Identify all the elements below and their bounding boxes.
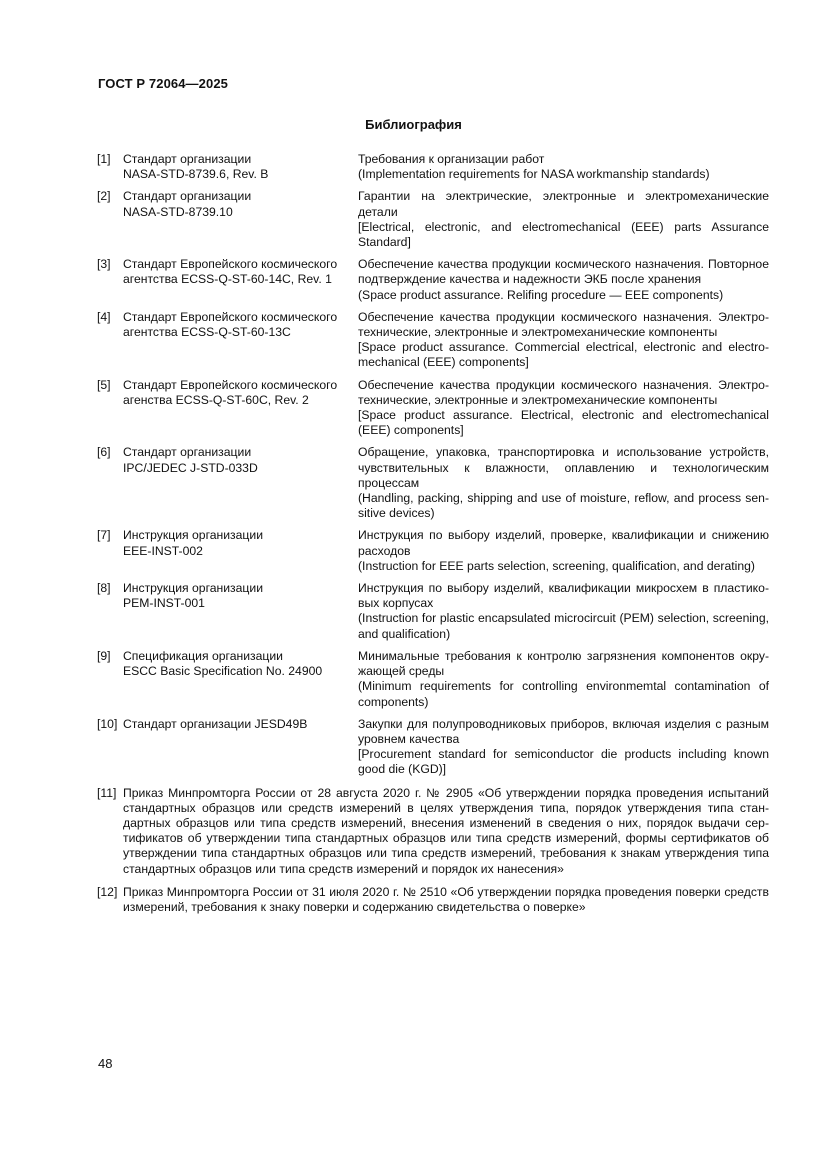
entry-title-en: (Implementation requirements for NASA workmanship standards) [358, 167, 710, 182]
entry-title-en: [Space product assurance. Commercial electrical, electronic and electromechanical (EEE) components] [358, 340, 769, 370]
entry-title-ru: Обеспечение качества продукции космического назначения. Электротехнические, электронные и электромеханические компоненты [358, 309, 769, 340]
entry-title-ru: Гарантии на электрические, электронные и электромеханические детали [358, 189, 769, 219]
entry-title-ru: Минимальные требования к контролю загрязнения компонентов окружающей среды [358, 648, 769, 679]
entry-title-ru: Инструкция по выбору изделий, квалификации микросхем в пластиковых корпусах [358, 581, 769, 611]
page-number: 48 [98, 1056, 113, 1071]
bibliography-entry [97, 717, 769, 778]
entry-description [358, 649, 769, 710]
entry-number: [1] [97, 152, 111, 166]
entry-title-ru: Требования к организации работ [358, 152, 545, 166]
entry-title-en: [Space product assurance. Electrical, electronic and electromechanical (EEE) components] [358, 408, 769, 438]
entry-title-ru: Обращение, упаковка, транспортировка и использование устройств, чувствительных к влажности, оплавлению и технологическим процессам [358, 445, 769, 490]
entry-title-en: (Minimum requirements for controlling environmemtal contamination of components) [358, 679, 769, 709]
entry-number: [12] [97, 884, 118, 899]
bibliography-long-entries [97, 786, 769, 916]
entry-description [358, 378, 769, 439]
entry-description [358, 257, 769, 303]
bibliography-entry [97, 189, 769, 250]
entry-description [358, 581, 769, 642]
bibliography-entry [97, 786, 769, 877]
entry-title-en: (Instruction for plastic encapsulated microcircuit (PEM) selection, screening, and qualification) [358, 611, 769, 641]
document-code: ГОСТ Р 72064—2025 [98, 76, 228, 91]
entry-description [358, 717, 769, 778]
bibliography-title: Библиография [365, 117, 462, 132]
entry-description [358, 152, 769, 182]
entry-source: Стандарт организации JESD49B [123, 716, 308, 731]
entry-source: Стандарт Европейского космического агентства ECSS-Q-ST-60-13C [123, 309, 338, 340]
entry-title-en: (Handling, packing, shipping and use of moisture, reflow, and process sensitive devices) [358, 491, 769, 521]
entry-title-en: [Procurement standard for semiconductor die products including known good die (KGD)] [358, 747, 769, 777]
entry-text: Приказ Минпромторга России от 28 августа 2020 г. № 2905 «Об утверждении порядка проведения испытаний стандартных образцов или средств измерений в целях утверждения типа, порядок утверждения типа стандартных образцов или типа средств измерений, внесения изменений в сведения о них, порядок выдачи сертификатов об утверждении типа стандартных образцов или типа средств измерений, формы сертификатов об утверждении типа стандартных образцов или типа средств измерений, требования к знакам утверждения типа стандартных образцов или типа средств измерений и порядок их нанесения» [123, 785, 769, 876]
bibliography-entries [97, 152, 769, 778]
entry-description [358, 528, 769, 574]
bibliography-list [97, 152, 769, 922]
entry-number: [11] [97, 785, 117, 800]
bibliography-entry [97, 581, 769, 642]
bibliography-entry [97, 310, 769, 371]
entry-title-en: [Electrical, electronic, and electromechanical (EEE) parts Assurance Standard] [358, 219, 769, 250]
bibliography-entry [97, 649, 769, 710]
bibliography-entry [97, 528, 769, 574]
entry-source: Стандарт Европейского космического агентства ECSS-Q-ST-60-14C, Rev. 1 [123, 257, 338, 287]
entry-number: [3] [97, 257, 111, 272]
bibliography-entry [97, 885, 769, 915]
entry-number: [4] [97, 309, 111, 324]
entry-source: Инструкция организации PEM-INST-001 [123, 581, 264, 611]
bibliography-entry [97, 445, 769, 521]
entry-description [358, 189, 769, 250]
entry-description [358, 310, 769, 371]
entry-number: [2] [97, 189, 111, 204]
entry-source: Спецификация организации ESCC Basic Specification No. 24900 [123, 648, 323, 679]
entry-number: [7] [97, 528, 111, 543]
entry-number: [5] [97, 377, 111, 392]
entry-source: Стандарт Европейского космического агенства ECSS-Q-ST-60C, Rev. 2 [123, 377, 338, 407]
bibliography-entry [97, 152, 769, 182]
bibliography-entry [97, 378, 769, 439]
entry-title-ru: Обеспечение качества продукции космического назначения. Повторное подтверждение качества и надежности ЭКБ после хранения [358, 257, 769, 287]
entry-title-ru: Инструкция по выбору изделий, проверке, квалификации и снижению расходов [358, 528, 769, 558]
entry-description [358, 445, 769, 521]
entry-number: [9] [97, 648, 111, 663]
entry-source: Стандарт организации IPC/JEDEC J-STD-033D [123, 445, 258, 475]
entry-title-en: (Instruction for EEE parts selection, screening, qualification, and derating) [358, 558, 755, 573]
entry-source: Стандарт организации NASA-STD-8739.6, Rev. B [123, 152, 269, 182]
entry-number: [10] [97, 716, 118, 731]
entry-title-en: (Space product assurance. Relifing procedure — EEE components) [358, 287, 724, 302]
bibliography-entry [97, 257, 769, 303]
entry-title-ru: Закупки для полупроводниковых приборов, включая изделия с разным уровнем качества [358, 716, 769, 746]
entry-source: Стандарт организации NASA-STD-8739.10 [123, 189, 252, 219]
entry-number: [8] [97, 581, 111, 596]
entry-source: Инструкция организации EEE-INST-002 [123, 528, 264, 558]
entry-text: Приказ Минпромторга России от 31 июля 2020 г. № 2510 «Об утверждении порядка проведения поверки средств измерений, требования к знаку поверки и содержанию свидетельства о поверке» [123, 884, 769, 914]
entry-title-ru: Обеспечение качества продукции космического назначения. Электротехнические, электронные и электромеханические компоненты [358, 377, 769, 407]
entry-number: [6] [97, 445, 111, 460]
